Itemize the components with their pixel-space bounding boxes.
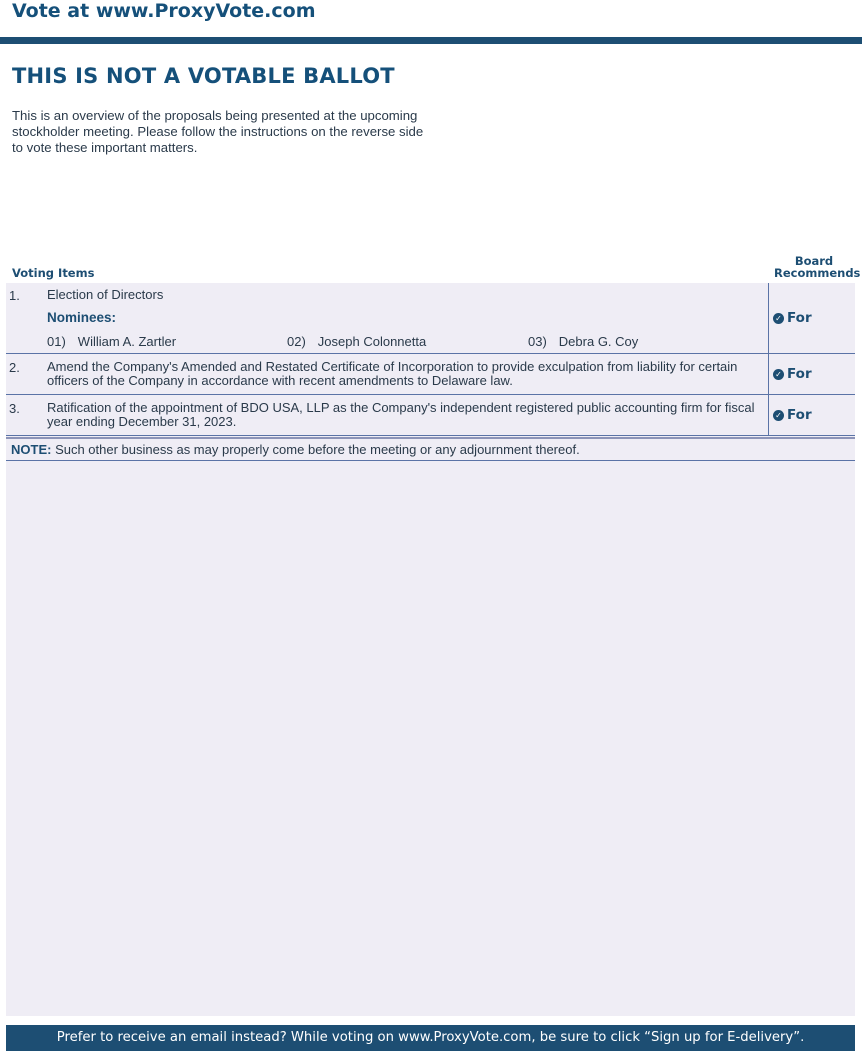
recommendation xyxy=(773,366,812,382)
footer-banner: Prefer to receive an email instead? While voting on www.ProxyVote.com, be sure to click “Sign up for E-delivery”. xyxy=(6,1025,855,1051)
nominee-name: Debra G. Coy xyxy=(558,334,639,349)
voting-item-1 xyxy=(6,283,855,354)
nominee-number: 01) xyxy=(47,334,66,349)
note xyxy=(6,437,855,461)
check-circle-icon: ✓ xyxy=(773,410,784,421)
recommendation xyxy=(773,407,812,423)
recommendation-cell xyxy=(768,283,855,353)
proxyvote-link[interactable]: Vote at www.ProxyVote.com xyxy=(12,0,316,22)
nominee-3 xyxy=(528,334,638,349)
voting-item-3 xyxy=(6,395,855,436)
recommendation-label: For xyxy=(787,407,812,423)
item-text: Election of Directors xyxy=(47,287,164,302)
board-recommends-line1: Board xyxy=(794,254,834,268)
item-number: 3. xyxy=(9,401,20,416)
nominees-label: Nominees: xyxy=(47,310,117,325)
intro-text: This is an overview of the proposals being presented at the upcoming stockholder meeting. Please follow the instructions on the reverse side to vote these important matters. xyxy=(12,108,424,155)
board-recommends-line2: Recommends xyxy=(774,266,861,280)
check-circle-icon: ✓ xyxy=(773,313,784,324)
voting-item-2 xyxy=(6,354,855,395)
page-title: THIS IS NOT A VOTABLE BALLOT xyxy=(12,64,395,88)
recommendation-label: For xyxy=(787,310,812,326)
header-divider xyxy=(0,37,862,44)
check-circle-icon: ✓ xyxy=(773,369,784,380)
item-number: 1. xyxy=(9,288,20,303)
voting-items-header: Voting Items xyxy=(12,266,95,280)
recommendation-cell xyxy=(768,354,855,394)
recommendation-label: For xyxy=(787,366,812,382)
nominee-name: Joseph Colonnetta xyxy=(317,334,427,349)
note-text: Such other business as may properly come before the meeting or any adjournment thereof. xyxy=(51,442,580,457)
item-text: Amend the Company's Amended and Restated Certificate of Incorporation to provide exculpation from liability for certain officers of the Company in accordance with recent amendments to Delaware law. xyxy=(47,359,738,388)
recommendation xyxy=(773,310,812,326)
item-number: 2. xyxy=(9,360,20,375)
note-label: NOTE: xyxy=(11,442,52,457)
nominee-number: 03) xyxy=(528,334,547,349)
board-recommends-header xyxy=(774,254,861,280)
nominee-name: William A. Zartler xyxy=(77,334,177,349)
item-text: Ratification of the appointment of BDO USA, LLP as the Company's independent registered public accounting firm for fiscal year ending December 31, 2023. xyxy=(47,400,755,429)
nominee-1 xyxy=(47,334,176,349)
recommendation-cell xyxy=(768,395,855,435)
nominee-2 xyxy=(287,334,426,349)
nominee-number: 02) xyxy=(287,334,306,349)
